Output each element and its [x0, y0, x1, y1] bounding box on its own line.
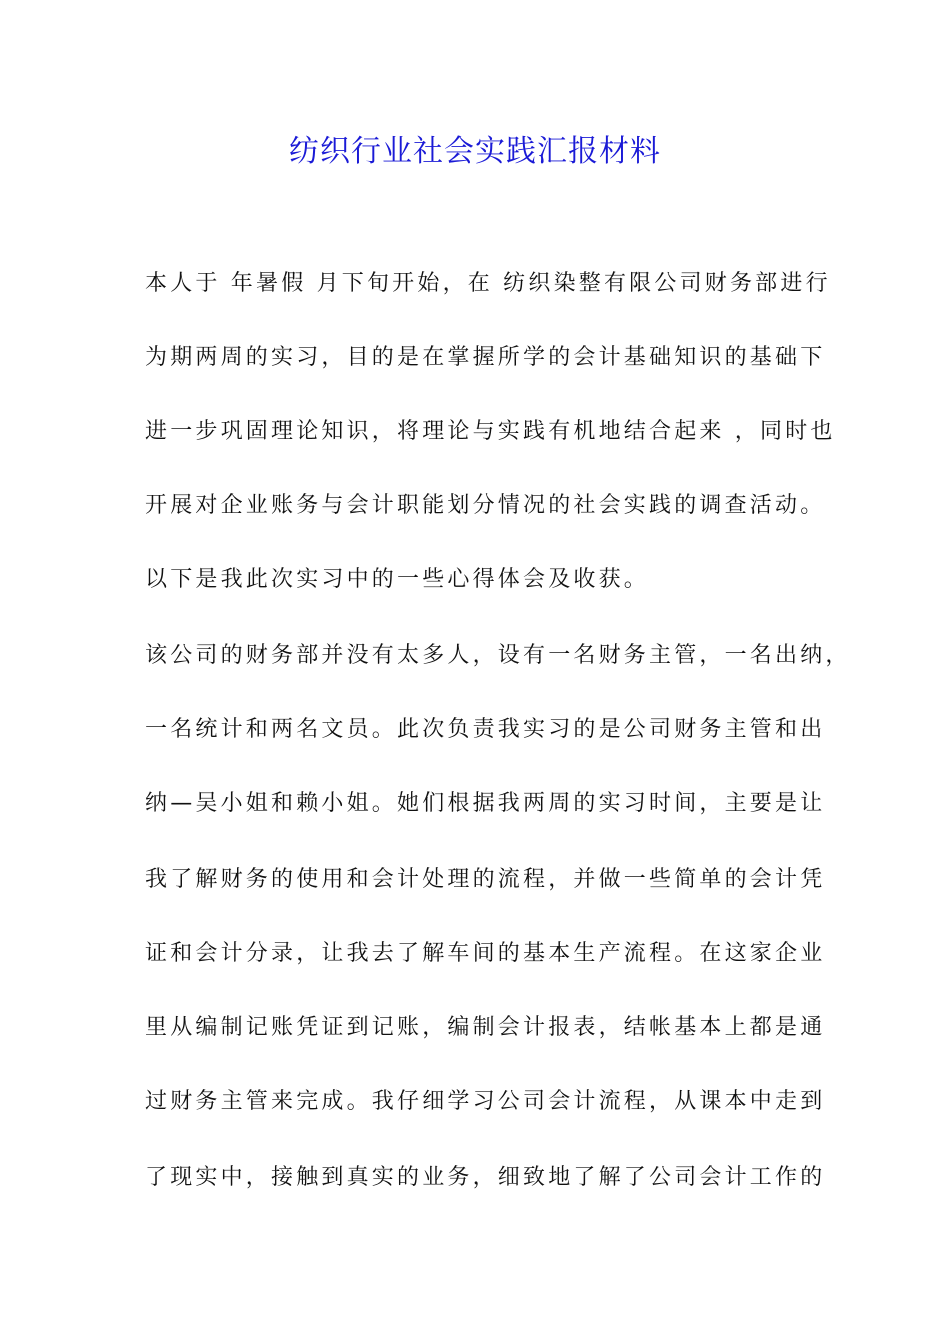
paragraph-line: 了现实中，接触到真实的业务，细致地了解了公司会计工作的: [145, 1165, 826, 1190]
paragraph-line: 里从编制记账凭证到记账，编制会计报表，结帐基本上都是通: [145, 1015, 826, 1040]
paragraph-line: 过财务主管来完成。我仔细学习公司会计流程，从课本中走到: [145, 1089, 826, 1114]
paragraph-line: 证和会计分录，让我去了解车间的基本生产流程。在这家企业: [145, 941, 826, 966]
paragraph-line: 一名统计和两名文员。此次负责我实习的是公司财务主管和出: [145, 717, 826, 742]
paragraph-line: 该公司的财务部并没有太多人，设有一名财务主管，一名出纳，: [145, 643, 851, 668]
paragraph-line: 开展对企业账务与会计职能划分情况的社会实践的调查活动。: [145, 493, 826, 518]
paragraph-line: 以下是我此次实习中的一些心得体会及收获。: [145, 567, 650, 592]
paragraph-line: 为期两周的实习，目的是在掌握所学的会计基础知识的基础下: [145, 345, 826, 370]
paragraph-line: 我了解财务的使用和会计处理的流程，并做一些简单的会计凭: [145, 867, 826, 892]
paragraph-line: 纳—吴小姐和赖小姐。她们根据我两周的实习时间，主要是让: [145, 791, 826, 816]
document-title: 纺织行业社会实践汇报材料: [289, 134, 661, 169]
paragraph-line: 进一步巩固理论知识，将理论与实践有机地结合起来 ，同时也: [145, 419, 836, 444]
paragraph-line: 本人于 年暑假 月下旬开始，在 纺织染整有限公司财务部进行: [145, 271, 831, 296]
